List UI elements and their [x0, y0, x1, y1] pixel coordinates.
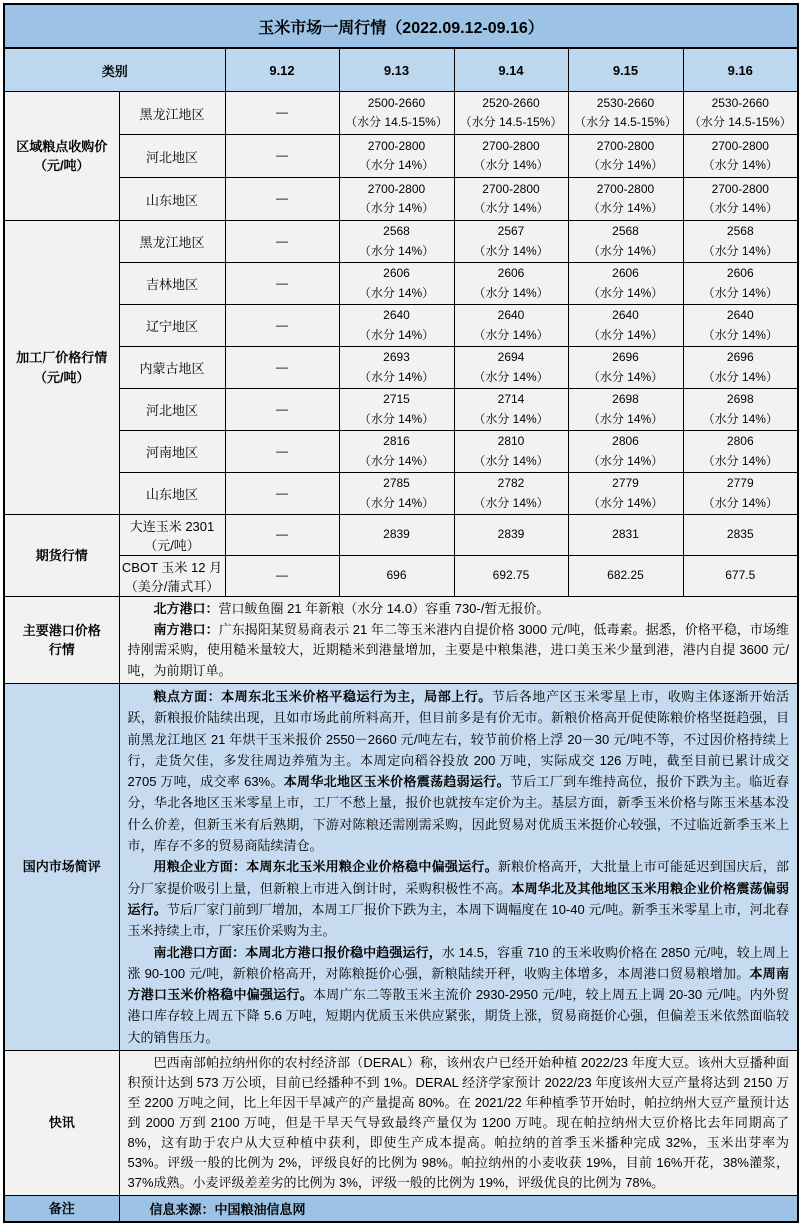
futures-name-line1: 大连玉米 2301	[129, 519, 215, 534]
price-note: （水分 14%）	[587, 327, 664, 342]
header-date-1: 9.12	[225, 48, 339, 92]
price-note: （水分 14%）	[702, 369, 778, 384]
price-value: 2839	[497, 527, 525, 542]
futures-name-line2: （美分/蒲式耳）	[124, 579, 220, 594]
review-p2-text1: 新粮价格高开，大批量上市可能延迟到国庆后，部分厂家提价吸引上量，但新粮上市进入倒计时，采购积极性不高。	[127, 859, 790, 896]
futures-name-line1: CBOT 玉米 12 月	[121, 560, 223, 575]
price-value: 2606	[612, 266, 639, 281]
price-cell	[454, 556, 568, 597]
ports-paragraph-south	[128, 620, 790, 682]
review-text-cell	[119, 684, 798, 1051]
review-p2-bold1: 本周东北玉米用粮企业价格稳中偏强运行。	[246, 859, 498, 875]
region-name: 内蒙古地区	[119, 347, 225, 389]
table-row	[4, 178, 798, 221]
price-value: 682.25	[607, 568, 644, 583]
review-paragraph-grain	[128, 686, 790, 856]
price-value: 2520-2660	[482, 95, 540, 110]
ports-north-label: 北方港口：	[153, 601, 219, 616]
price-value: 2567	[497, 224, 525, 239]
futures-contract-name	[119, 515, 225, 556]
price-note: （水分 14%）	[358, 201, 435, 215]
price-value: 2696	[726, 350, 754, 365]
price-cell	[225, 135, 339, 178]
price-note: （水分 14.5-15%）	[688, 115, 792, 129]
ports-north-text: 营口鲅鱼圈 21 年新粮（水分 14.0）容重 730-/暂无报价。	[218, 601, 550, 616]
price-cell	[225, 221, 339, 263]
review-p3-bold1: 本周北方港口报价稳中趋强运行，	[245, 944, 442, 960]
price-cell	[225, 305, 339, 347]
table-title-row	[4, 4, 798, 48]
price-value: 2696	[612, 350, 639, 365]
news-paragraph: 巴西南部帕拉纳州你的农村经济部（DERAL）称，该州农户已经开始种植 2022/23 年度大豆。该州大豆播种面积预计达到 573 万公顷，目前已经播种不到 1%。DERAL 经济学家预计 2022/23 年度该州大豆产量将达到 2150 万至 2200 万吨之间，比上年因干旱减产的产量提高 80%。在 2021/22 年种植季节开始时，帕拉纳州大豆产量预计达到 2000 万到 2100 万吨，但是干旱天气导致最终产量仅为 1200 万吨。现在帕拉纳州大豆价格比去年同期高了 8%，这有助于农户从大豆种植中获利，即使生产成本提高。帕拉纳的首季玉米播种完成 32%，玉米出芽率为 53%。评级一般的比例为 2%，评级良好的比例为 98%。帕拉纳州的小麦收获 19%，目前 16%开花，38%灌浆，37%成熟。小麦评级差差劣的比例为 3%，评级一般的比例为 19%，评级优良的比例为 78%。	[127, 1055, 790, 1191]
futures-contract-name	[119, 556, 225, 597]
section-label-line1: 区域粮点收购价	[16, 138, 108, 154]
price-cell	[683, 135, 798, 178]
price-note: （水分 14%）	[587, 369, 664, 384]
ports-south-text: 广东揭阳某贸易商表示 21 年二等玉米港内自提价格 3000 元/吨，低毒素。据悉，价格平稳，市场维持刚需采购，使用糙米量较大，近期糙米到港量增加，主要是中粮集港，进口美玉米少量到港，港内自提 3600 元/吨，为前期订单。	[127, 621, 790, 678]
price-value: 2606	[497, 266, 525, 281]
price-note: （水分 14%）	[587, 201, 664, 215]
price-cell	[339, 178, 454, 221]
table-row	[4, 305, 798, 347]
table-row	[4, 389, 798, 431]
price-value: 2640	[383, 308, 410, 323]
review-p2-lead: 用粮企业方面：	[153, 859, 247, 875]
table-header-row	[4, 48, 798, 92]
price-note: （水分 14%）	[358, 158, 435, 172]
price-cell	[683, 178, 798, 221]
region-name: 黑龙江地区	[119, 221, 225, 263]
price-cell	[225, 515, 339, 556]
price-note: （水分 14%）	[358, 327, 435, 342]
price-note: （水分 14%）	[702, 495, 778, 510]
section-label-futures: 期货行情	[4, 515, 119, 597]
price-value: 2500-2660	[367, 95, 426, 110]
ports-text-cell	[119, 597, 798, 684]
price-value: 2816	[383, 434, 410, 449]
price-cell	[568, 431, 683, 473]
price-value: 2779	[726, 476, 754, 491]
review-p1-bold2: 本周华北地区玉米价格震荡趋弱运行。	[283, 774, 510, 790]
price-value: 2779	[612, 476, 639, 491]
price-note: （水分 14%）	[473, 327, 549, 342]
price-note: （水分 14%）	[587, 495, 664, 510]
news-text-cell	[119, 1051, 798, 1196]
price-note: （水分 14%）	[473, 243, 549, 258]
section-label-news: 快讯	[4, 1051, 119, 1196]
price-cell	[568, 473, 683, 515]
review-p2-text2: 节后厂家门前到厂增加，本周工厂报价下跌为主，本周下调幅度在 10-40 元/吨。新季玉米零星上市，河北春玉米持续上市，厂家压价采购为主。	[127, 901, 790, 939]
price-note: （水分 14%）	[702, 158, 778, 172]
review-p3-text1: 水 14.5，容重 710 的玉米收购价格在 2850 元/吨，较上周上涨 90-100 元/吨，新粮价格高开，对陈粮挺价心强，新粮陆续开秤，收购主体增多，本周港口贸易粮增加。	[127, 944, 790, 981]
review-p1-lead: 粮点方面：	[153, 689, 222, 704]
price-cell	[225, 431, 339, 473]
page-title: 玉米市场一周行情（2022.09.12-09.16）	[4, 4, 798, 48]
header-date-5: 9.16	[683, 48, 798, 92]
price-value: 2839	[383, 527, 410, 542]
price-cell	[568, 135, 683, 178]
price-value: 692.75	[492, 568, 530, 583]
price-cell	[339, 515, 454, 556]
review-p3-lead: 南北港口方面：	[153, 944, 246, 960]
table-row	[4, 135, 798, 178]
price-note: （水分 14%）	[702, 453, 778, 468]
price-value: —	[276, 359, 288, 374]
price-value: —	[276, 485, 288, 500]
price-cell	[683, 556, 798, 597]
price-value: 2782	[497, 476, 525, 491]
price-note: （水分 14%）	[473, 495, 549, 510]
price-value: —	[276, 443, 288, 458]
price-note: （水分 14%）	[702, 411, 778, 426]
price-value: —	[276, 105, 288, 120]
price-cell	[225, 389, 339, 431]
price-cell	[339, 221, 454, 263]
region-name: 黑龙江地区	[119, 92, 225, 135]
table-row	[4, 1196, 798, 1222]
price-note: （水分 14%）	[473, 285, 549, 300]
price-value: —	[276, 275, 288, 290]
price-value: 696	[386, 568, 407, 583]
review-p1-text2: 节后工厂到车维持高位，报价下跌为主。临近春分，华北各地区玉米零星上市，工厂不愁上量，报价也就按车定价为主。基层方面，新季玉米价格与陈玉米基本没什么价差，但新玉米有后熟期，下游对陈粮还需刚需采购，因此贸易对优质玉米挺价心较强，不过临近新季玉米上市，库存不多的贸易商陆续清仓。	[127, 774, 790, 854]
region-name: 吉林地区	[119, 263, 225, 305]
table-row	[4, 684, 798, 1051]
price-value: 2806	[726, 434, 754, 449]
table-row	[4, 92, 798, 135]
price-cell	[683, 221, 798, 263]
price-note: （水分 14%）	[358, 495, 435, 510]
price-note: （水分 14%）	[587, 411, 664, 426]
price-cell	[454, 221, 568, 263]
table-row	[4, 515, 798, 556]
price-value: 2785	[383, 476, 410, 491]
price-cell	[683, 431, 798, 473]
price-cell	[454, 305, 568, 347]
price-note: （水分 14%）	[358, 243, 435, 258]
price-cell	[339, 431, 454, 473]
section-label-line2: （元/吨）	[33, 158, 90, 173]
price-value: —	[276, 191, 288, 206]
price-cell	[454, 347, 568, 389]
price-cell	[339, 389, 454, 431]
price-cell	[339, 473, 454, 515]
section-label-note: 备注	[4, 1196, 119, 1222]
price-cell	[225, 263, 339, 305]
price-value: 2694	[497, 350, 525, 365]
price-cell	[454, 473, 568, 515]
table-row	[4, 221, 798, 263]
price-note: （水分 14%）	[358, 285, 435, 300]
price-value: 2700-2800	[367, 181, 426, 196]
price-value: 2700-2800	[482, 138, 540, 153]
price-cell	[568, 305, 683, 347]
price-cell	[568, 178, 683, 221]
ports-paragraph-north	[128, 599, 790, 620]
table-row	[4, 473, 798, 515]
price-cell	[454, 263, 568, 305]
price-value: 2700-2800	[711, 181, 769, 196]
table-row	[4, 556, 798, 597]
price-cell	[454, 431, 568, 473]
price-cell	[568, 221, 683, 263]
price-value: 2530-2660	[596, 95, 655, 110]
price-value: 2700-2800	[482, 181, 540, 196]
price-value: 2640	[612, 308, 639, 323]
section-label-review: 国内市场简评	[4, 684, 119, 1051]
price-cell	[568, 347, 683, 389]
price-cell	[683, 389, 798, 431]
price-cell	[568, 515, 683, 556]
price-note: （水分 14.5-15%）	[574, 115, 677, 129]
price-note: （水分 14%）	[358, 369, 435, 384]
price-cell	[683, 347, 798, 389]
price-value: 2568	[383, 224, 410, 239]
region-name: 河北地区	[119, 389, 225, 431]
price-value: 2810	[497, 434, 525, 449]
price-value: 2700-2800	[596, 181, 655, 196]
price-value: 2606	[383, 266, 410, 281]
price-note: （水分 14%）	[702, 201, 778, 215]
section-label-factory-price	[4, 221, 119, 515]
price-note: （水分 14%）	[702, 243, 778, 258]
price-note: （水分 14%）	[702, 327, 778, 342]
section-label-ports	[4, 597, 119, 684]
price-value: 2698	[612, 392, 639, 407]
price-note: （水分 14%）	[587, 243, 664, 258]
region-name: 辽宁地区	[119, 305, 225, 347]
price-value: 2640	[497, 308, 525, 323]
review-p1-text1: 节后各地产区玉米零星上市，收购主体逐渐开始活跃，新粮报价陆续出现，且如市场此前所料高开，但目前多是有价无市。新粮价格高开促使陈粮价格坚挺趋强，目前黑龙江地区 21 年烘干玉米报价 2550－2660 元/吨左右，较节前价格上浮 20－30 元/吨不等，不过因价格持续上行，走货欠佳，多发往周边养殖为主。本周定向稻谷投放 200 万吨，实际成交 126 万吨，截至目前已累计成交 2705 万吨，成交率 63%。	[127, 689, 790, 790]
price-cell	[339, 135, 454, 178]
price-value: 2640	[726, 308, 754, 323]
price-value: —	[276, 568, 288, 583]
price-cell	[568, 389, 683, 431]
region-name: 河南地区	[119, 431, 225, 473]
section-label-line2: （元/吨）	[33, 369, 90, 385]
price-note: （水分 14%）	[473, 158, 549, 172]
price-note: （水分 14%）	[358, 453, 435, 468]
price-note: （水分 14.5-15%）	[459, 115, 563, 129]
price-value: —	[276, 317, 288, 332]
price-note: （水分 14%）	[473, 453, 549, 468]
price-value: 2700-2800	[711, 138, 769, 153]
price-value: 2831	[612, 527, 639, 542]
price-cell	[568, 92, 683, 135]
price-value: 2698	[726, 392, 754, 407]
price-value: 2530-2660	[711, 95, 769, 110]
price-cell	[454, 178, 568, 221]
price-value: —	[276, 401, 288, 416]
price-cell	[225, 347, 339, 389]
review-paragraph-ports	[128, 942, 790, 1048]
price-cell	[225, 178, 339, 221]
header-date-2: 9.13	[339, 48, 454, 92]
price-value: 2693	[383, 350, 410, 365]
price-note: （水分 14%）	[473, 369, 549, 384]
price-cell	[339, 556, 454, 597]
price-cell	[225, 556, 339, 597]
price-value: 2714	[497, 392, 525, 407]
price-note: （水分 14%）	[587, 158, 664, 172]
price-cell	[683, 92, 798, 135]
price-cell	[568, 263, 683, 305]
price-cell	[683, 305, 798, 347]
price-cell	[454, 92, 568, 135]
price-cell	[454, 389, 568, 431]
region-name: 山东地区	[119, 473, 225, 515]
price-value: 2606	[726, 266, 754, 281]
price-value: 2568	[612, 224, 639, 239]
price-value: 2568	[726, 224, 754, 239]
table-row	[4, 1051, 798, 1196]
price-value: 2835	[726, 527, 754, 542]
price-value: —	[276, 233, 288, 248]
price-note: （水分 14%）	[473, 411, 549, 426]
futures-name-line2: （元/吨）	[144, 538, 200, 553]
review-p2-bold2: 本周华北及其他地区玉米用粮企业价格震荡偏弱运行。	[127, 880, 790, 917]
header-date-4: 9.15	[568, 48, 683, 92]
price-cell	[339, 347, 454, 389]
price-cell	[683, 515, 798, 556]
price-cell	[225, 92, 339, 135]
price-cell	[454, 135, 568, 178]
price-value: —	[276, 527, 288, 542]
section-label-line1: 加工厂价格行情	[16, 350, 108, 365]
corn-market-weekly-table	[3, 3, 799, 1223]
section-label-line1: 主要港口价格	[22, 622, 101, 638]
header-category: 类别	[4, 48, 225, 92]
price-note: （水分 14%）	[358, 411, 435, 426]
price-value: 2700-2800	[596, 138, 655, 153]
price-cell	[339, 263, 454, 305]
ports-south-label: 南方港口：	[153, 621, 219, 637]
price-cell	[568, 556, 683, 597]
price-cell	[225, 473, 339, 515]
price-note: （水分 14%）	[473, 201, 549, 215]
price-value: 677.5	[725, 568, 756, 583]
section-label-region-purchase	[4, 92, 119, 221]
note-source-text: 信息来源：中国粮油信息网	[119, 1196, 798, 1222]
table-row	[4, 263, 798, 305]
price-value: 2715	[383, 392, 410, 407]
review-p3-bold2: 本周南方港口玉米价格稳中偏强运行。	[127, 965, 790, 1003]
section-label-line2: 行情	[48, 642, 75, 657]
price-value: 2806	[612, 434, 639, 449]
price-cell	[683, 263, 798, 305]
header-date-3: 9.14	[454, 48, 568, 92]
price-cell	[339, 305, 454, 347]
table-row	[4, 347, 798, 389]
price-cell	[454, 515, 568, 556]
price-value: 2700-2800	[367, 138, 426, 153]
region-name: 河北地区	[119, 135, 225, 178]
table-row	[4, 597, 798, 684]
price-cell	[339, 92, 454, 135]
price-value: —	[276, 148, 288, 163]
table-row	[4, 431, 798, 473]
region-name: 山东地区	[119, 178, 225, 221]
review-p3-text2: 本周广东二等散玉米主流价 2930-2950 元/吨，较上周五上调 20-30 元/吨。内外贸港口库存较上周五下降 5.6 万吨，短期内优质玉米供应紧张，期货上涨，贸易商挺价心强，但偏差玉米依然面临较大的销售压力。	[127, 987, 790, 1045]
price-note: （水分 14%）	[587, 453, 664, 468]
price-note: （水分 14.5-15%）	[345, 115, 448, 129]
price-note: （水分 14%）	[702, 285, 778, 300]
review-paragraph-enterprise	[128, 856, 790, 941]
price-note: （水分 14%）	[587, 285, 664, 300]
price-cell	[683, 473, 798, 515]
review-p1-bold1: 本周东北玉米价格平稳运行为主，局部上行。	[221, 689, 492, 704]
